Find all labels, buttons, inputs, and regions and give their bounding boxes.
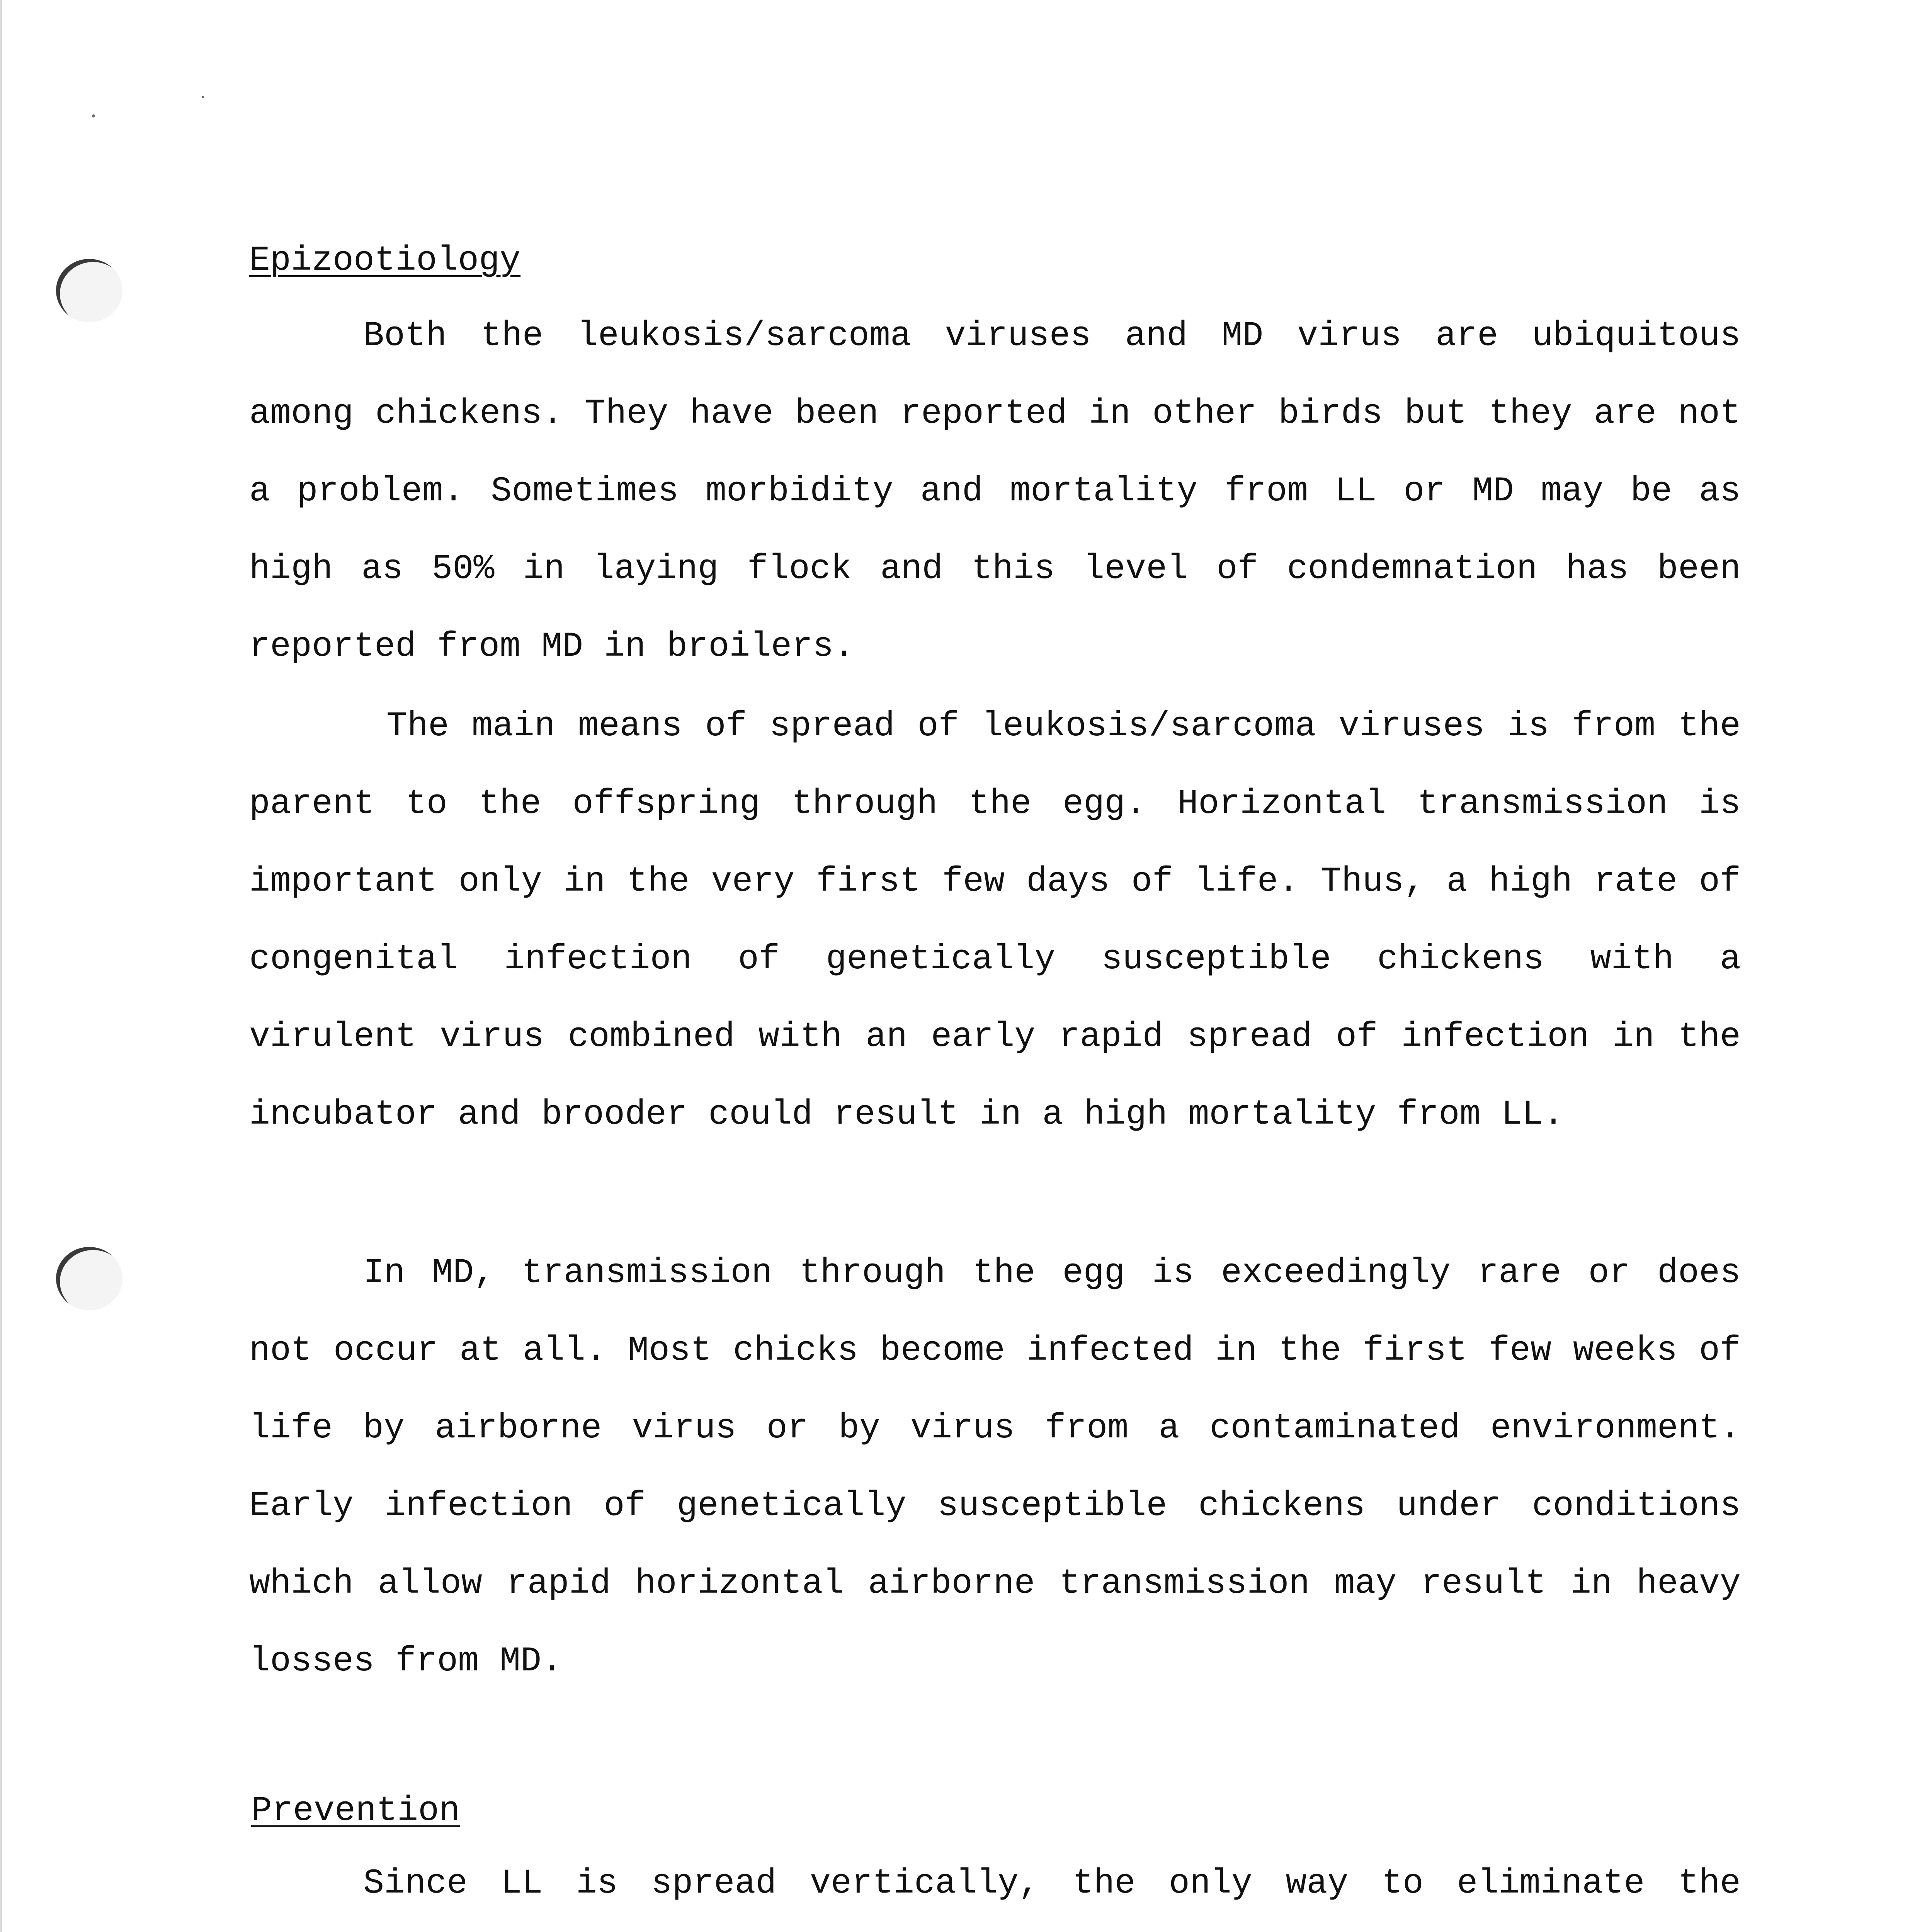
section-heading-epizootiology: Epizootiology [249,241,521,281]
paragraph-leukosis-spread: The main means of spread of leukosis/sarcoma viruses is from the parent to the offspring through the egg. Horizontal transmission is important only in the very first few days of life. Thus, a high rate of congenital infection of genetically susceptible chickens with a virulent virus combined with an early rapid spread of infection in the incubator and brooder could result in a high mortality from LL. [249,707,1741,1134]
paragraph-ll-prevention: Since LL is spread vertically, the only way to eliminate the [363,1864,1741,1903]
scan-speck [202,96,204,98]
punch-hole-top [56,259,122,322]
paragraph-md-transmission: In MD, transmission through the egg is exceedingly rare or does not occur at all. Most chicks become infected in the first few weeks of life by airborne virus or by virus from a contaminated environment. Early infection of genetically susceptible chickens under conditions which allow rapid horizontal airborne transmission may result in heavy losses from MD. [249,1253,1741,1681]
paragraph-ubiquitous-viruses: Both the leukosis/sarcoma viruses and MD virus are ubiquitous among chickens. They have been reported in other birds but they are not a problem. Sometimes morbidity and mortality from LL or MD may be as high as 50% in laying flock and this level of condemnation has been reported from MD in broilers. [249,316,1741,667]
punch-hole-middle [56,1247,122,1310]
scan-left-edge [0,0,2,1932]
scan-speck [92,114,95,117]
section-heading-prevention: Prevention [251,1791,460,1831]
